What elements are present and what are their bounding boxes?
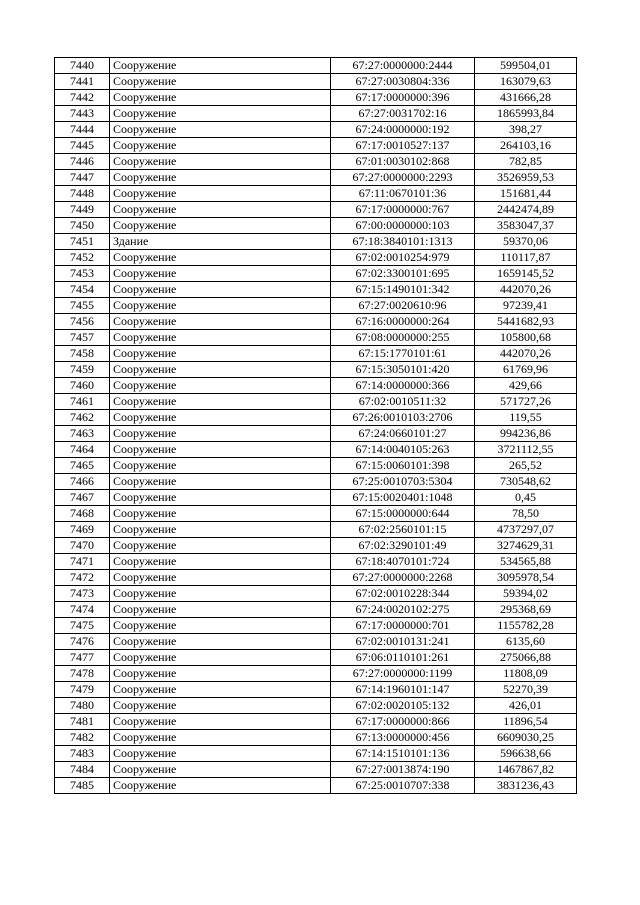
cadastral-number-cell: 67:15:0060101:398 (331, 458, 475, 474)
cadastral-value-cell: 429,66 (475, 378, 577, 394)
table-row (55, 282, 577, 298)
cadastral-number-cell: 67:25:0010703:5304 (331, 474, 475, 490)
cadastral-number-cell: 67:13:0000000:456 (331, 730, 475, 746)
row-number-cell: 7454 (55, 282, 110, 298)
cadastral-value-cell: 295368,69 (475, 602, 577, 618)
cadastral-value-cell: 11808,09 (475, 666, 577, 682)
table-row (55, 250, 577, 266)
table-row (55, 346, 577, 362)
object-type-cell: Сооружение (110, 698, 331, 714)
cadastral-number-cell: 67:15:0020401:1048 (331, 490, 475, 506)
row-number-cell: 7442 (55, 90, 110, 106)
object-type-cell: Сооружение (110, 106, 331, 122)
row-number-cell: 7447 (55, 170, 110, 186)
object-type-cell: Сооружение (110, 250, 331, 266)
row-number-cell: 7460 (55, 378, 110, 394)
cadastral-number-cell: 67:17:0000000:701 (331, 618, 475, 634)
object-type-cell: Сооружение (110, 426, 331, 442)
cadastral-value-cell: 534565,88 (475, 554, 577, 570)
object-type-cell: Сооружение (110, 346, 331, 362)
table-row (55, 154, 577, 170)
cadastral-number-cell: 67:17:0000000:866 (331, 714, 475, 730)
cadastral-value-cell: 163079,63 (475, 74, 577, 90)
table-row (55, 138, 577, 154)
cadastral-value-cell: 105800,68 (475, 330, 577, 346)
table-row (55, 394, 577, 410)
cadastral-value-cell: 398,27 (475, 122, 577, 138)
row-number-cell: 7461 (55, 394, 110, 410)
cadastral-value-cell: 599504,01 (475, 58, 577, 74)
cadastral-value-cell: 3583047,37 (475, 218, 577, 234)
table-row (55, 682, 577, 698)
object-type-cell: Сооружение (110, 138, 331, 154)
object-type-cell: Сооружение (110, 490, 331, 506)
row-number-cell: 7440 (55, 58, 110, 74)
table-row (55, 90, 577, 106)
cadastral-number-cell: 67:02:0010228:344 (331, 586, 475, 602)
cadastral-value-cell: 442070,26 (475, 282, 577, 298)
row-number-cell: 7445 (55, 138, 110, 154)
table-row (55, 490, 577, 506)
object-type-cell: Сооружение (110, 538, 331, 554)
object-type-cell: Сооружение (110, 74, 331, 90)
row-number-cell: 7467 (55, 490, 110, 506)
table-row (55, 458, 577, 474)
table-row (55, 538, 577, 554)
cadastral-number-cell: 67:17:0010527:137 (331, 138, 475, 154)
cadastral-value-cell: 275066,88 (475, 650, 577, 666)
table-row (55, 234, 577, 250)
cadastral-value-cell: 3526959,53 (475, 170, 577, 186)
row-number-cell: 7450 (55, 218, 110, 234)
table-row (55, 506, 577, 522)
object-type-cell: Сооружение (110, 762, 331, 778)
cadastral-number-cell: 67:24:0020102:275 (331, 602, 475, 618)
table-row (55, 666, 577, 682)
object-type-cell: Сооружение (110, 218, 331, 234)
row-number-cell: 7453 (55, 266, 110, 282)
cadastral-number-cell: 67:02:3290101:49 (331, 538, 475, 554)
cadastral-value-cell: 426,01 (475, 698, 577, 714)
cadastral-value-cell: 264103,16 (475, 138, 577, 154)
cadastral-number-cell: 67:15:3050101:420 (331, 362, 475, 378)
object-type-cell: Сооружение (110, 666, 331, 682)
cadastral-value-cell: 265,52 (475, 458, 577, 474)
cadastral-number-cell: 67:15:1770101:61 (331, 346, 475, 362)
cadastral-value-cell: 3721112,55 (475, 442, 577, 458)
table-row (55, 714, 577, 730)
row-number-cell: 7464 (55, 442, 110, 458)
cadastral-value-cell: 571727,26 (475, 394, 577, 410)
table-row (55, 314, 577, 330)
cadastral-number-cell: 67:14:1960101:147 (331, 682, 475, 698)
object-type-cell: Сооружение (110, 458, 331, 474)
table-row (55, 618, 577, 634)
table-row (55, 298, 577, 314)
cadastral-number-cell: 67:00:0000000:103 (331, 218, 475, 234)
row-number-cell: 7484 (55, 762, 110, 778)
table-row (55, 698, 577, 714)
cadastral-number-cell: 67:25:0010707:338 (331, 778, 475, 794)
cadastral-value-cell: 78,50 (475, 506, 577, 522)
row-number-cell: 7473 (55, 586, 110, 602)
row-number-cell: 7459 (55, 362, 110, 378)
cadastral-value-cell: 994236,86 (475, 426, 577, 442)
cadastral-number-cell: 67:02:0010131:241 (331, 634, 475, 650)
object-type-cell: Сооружение (110, 554, 331, 570)
cadastral-number-cell: 67:06:0110101:261 (331, 650, 475, 666)
row-number-cell: 7463 (55, 426, 110, 442)
cadastral-number-cell: 67:15:1490101:342 (331, 282, 475, 298)
table-row (55, 202, 577, 218)
object-type-cell: Сооружение (110, 618, 331, 634)
object-type-cell: Сооружение (110, 602, 331, 618)
object-type-cell: Сооружение (110, 410, 331, 426)
cadastral-number-cell: 67:26:0010103:2706 (331, 410, 475, 426)
object-type-cell: Сооружение (110, 58, 331, 74)
object-type-cell: Сооружение (110, 442, 331, 458)
cadastral-value-cell: 6609030,25 (475, 730, 577, 746)
table-row (55, 186, 577, 202)
object-type-cell: Здание (110, 234, 331, 250)
cadastral-number-cell: 67:17:0000000:767 (331, 202, 475, 218)
object-type-cell: Сооружение (110, 714, 331, 730)
cadastral-value-cell: 1659145,52 (475, 266, 577, 282)
table-row (55, 362, 577, 378)
row-number-cell: 7446 (55, 154, 110, 170)
cadastral-number-cell: 67:18:4070101:724 (331, 554, 475, 570)
object-type-cell: Сооружение (110, 650, 331, 666)
row-number-cell: 7476 (55, 634, 110, 650)
cadastral-value-cell: 97239,41 (475, 298, 577, 314)
cadastral-value-cell: 442070,26 (475, 346, 577, 362)
cadastral-number-cell: 67:02:0010511:32 (331, 394, 475, 410)
cadastral-value-cell: 2442474,89 (475, 202, 577, 218)
object-type-cell: Сооружение (110, 170, 331, 186)
records-table-body (55, 58, 577, 794)
cadastral-number-cell: 67:27:0000000:2268 (331, 570, 475, 586)
object-type-cell: Сооружение (110, 394, 331, 410)
object-type-cell: Сооружение (110, 506, 331, 522)
row-number-cell: 7470 (55, 538, 110, 554)
cadastral-number-cell: 67:08:0000000:255 (331, 330, 475, 346)
table-row (55, 586, 577, 602)
object-type-cell: Сооружение (110, 202, 331, 218)
cadastral-number-cell: 67:15:0000000:644 (331, 506, 475, 522)
table-row (55, 442, 577, 458)
cadastral-number-cell: 67:02:3300101:695 (331, 266, 475, 282)
object-type-cell: Сооружение (110, 186, 331, 202)
row-number-cell: 7482 (55, 730, 110, 746)
row-number-cell: 7478 (55, 666, 110, 682)
row-number-cell: 7466 (55, 474, 110, 490)
object-type-cell: Сооружение (110, 282, 331, 298)
object-type-cell: Сооружение (110, 154, 331, 170)
cadastral-number-cell: 67:27:0000000:2444 (331, 58, 475, 74)
cadastral-value-cell: 151681,44 (475, 186, 577, 202)
row-number-cell: 7448 (55, 186, 110, 202)
row-number-cell: 7451 (55, 234, 110, 250)
cadastral-value-cell: 1467867,82 (475, 762, 577, 778)
cadastral-value-cell: 0,45 (475, 490, 577, 506)
cadastral-number-cell: 67:01:0030102:868 (331, 154, 475, 170)
row-number-cell: 7471 (55, 554, 110, 570)
object-type-cell: Сооружение (110, 122, 331, 138)
cadastral-number-cell: 67:27:0020610:96 (331, 298, 475, 314)
table-row (55, 330, 577, 346)
table-row (55, 106, 577, 122)
cadastral-number-cell: 67:11:0670101:36 (331, 186, 475, 202)
table-row (55, 554, 577, 570)
cadastral-number-cell: 67:16:0000000:264 (331, 314, 475, 330)
object-type-cell: Сооружение (110, 330, 331, 346)
row-number-cell: 7462 (55, 410, 110, 426)
table-row (55, 522, 577, 538)
table-row (55, 634, 577, 650)
object-type-cell: Сооружение (110, 682, 331, 698)
row-number-cell: 7443 (55, 106, 110, 122)
table-row (55, 410, 577, 426)
object-type-cell: Сооружение (110, 570, 331, 586)
records-table (54, 57, 577, 794)
object-type-cell: Сооружение (110, 90, 331, 106)
table-row (55, 778, 577, 794)
cadastral-value-cell: 11896,54 (475, 714, 577, 730)
table-row (55, 378, 577, 394)
cadastral-value-cell: 59370,06 (475, 234, 577, 250)
row-number-cell: 7477 (55, 650, 110, 666)
document-page (54, 57, 576, 794)
cadastral-value-cell: 52270,39 (475, 682, 577, 698)
table-row (55, 170, 577, 186)
cadastral-number-cell: 67:24:0000000:192 (331, 122, 475, 138)
table-row (55, 122, 577, 138)
row-number-cell: 7457 (55, 330, 110, 346)
cadastral-value-cell: 4737297,07 (475, 522, 577, 538)
cadastral-value-cell: 730548,62 (475, 474, 577, 490)
row-number-cell: 7483 (55, 746, 110, 762)
cadastral-number-cell: 67:17:0000000:396 (331, 90, 475, 106)
row-number-cell: 7458 (55, 346, 110, 362)
row-number-cell: 7480 (55, 698, 110, 714)
object-type-cell: Сооружение (110, 474, 331, 490)
object-type-cell: Сооружение (110, 522, 331, 538)
row-number-cell: 7481 (55, 714, 110, 730)
object-type-cell: Сооружение (110, 730, 331, 746)
cadastral-number-cell: 67:14:0000000:366 (331, 378, 475, 394)
cadastral-value-cell: 782,85 (475, 154, 577, 170)
object-type-cell: Сооружение (110, 586, 331, 602)
row-number-cell: 7479 (55, 682, 110, 698)
object-type-cell: Сооружение (110, 378, 331, 394)
row-number-cell: 7469 (55, 522, 110, 538)
table-row (55, 58, 577, 74)
cadastral-number-cell: 67:02:2560101:15 (331, 522, 475, 538)
cadastral-number-cell: 67:27:0013874:190 (331, 762, 475, 778)
table-row (55, 426, 577, 442)
cadastral-number-cell: 67:24:0660101:27 (331, 426, 475, 442)
cadastral-value-cell: 3831236,43 (475, 778, 577, 794)
cadastral-number-cell: 67:18:3840101:1313 (331, 234, 475, 250)
table-row (55, 218, 577, 234)
table-row (55, 266, 577, 282)
cadastral-value-cell: 59394,02 (475, 586, 577, 602)
cadastral-value-cell: 1865993,84 (475, 106, 577, 122)
cadastral-number-cell: 67:14:0040105:263 (331, 442, 475, 458)
row-number-cell: 7456 (55, 314, 110, 330)
table-row (55, 746, 577, 762)
cadastral-value-cell: 1155782,28 (475, 618, 577, 634)
object-type-cell: Сооружение (110, 634, 331, 650)
row-number-cell: 7441 (55, 74, 110, 90)
object-type-cell: Сооружение (110, 746, 331, 762)
row-number-cell: 7472 (55, 570, 110, 586)
cadastral-number-cell: 67:27:0000000:2293 (331, 170, 475, 186)
object-type-cell: Сооружение (110, 362, 331, 378)
cadastral-value-cell: 431666,28 (475, 90, 577, 106)
row-number-cell: 7474 (55, 602, 110, 618)
cadastral-value-cell: 5441682,93 (475, 314, 577, 330)
table-row (55, 602, 577, 618)
cadastral-value-cell: 6135,60 (475, 634, 577, 650)
table-row (55, 474, 577, 490)
cadastral-number-cell: 67:02:0020105:132 (331, 698, 475, 714)
cadastral-value-cell: 3095978,54 (475, 570, 577, 586)
cadastral-value-cell: 3274629,31 (475, 538, 577, 554)
table-row (55, 730, 577, 746)
row-number-cell: 7449 (55, 202, 110, 218)
row-number-cell: 7465 (55, 458, 110, 474)
cadastral-value-cell: 596638,66 (475, 746, 577, 762)
row-number-cell: 7455 (55, 298, 110, 314)
cadastral-number-cell: 67:14:1510101:136 (331, 746, 475, 762)
object-type-cell: Сооружение (110, 778, 331, 794)
cadastral-number-cell: 67:27:0030804:336 (331, 74, 475, 90)
table-row (55, 74, 577, 90)
cadastral-value-cell: 110117,87 (475, 250, 577, 266)
table-row (55, 650, 577, 666)
row-number-cell: 7468 (55, 506, 110, 522)
object-type-cell: Сооружение (110, 314, 331, 330)
object-type-cell: Сооружение (110, 298, 331, 314)
cadastral-value-cell: 61769,96 (475, 362, 577, 378)
cadastral-value-cell: 119,55 (475, 410, 577, 426)
table-row (55, 570, 577, 586)
row-number-cell: 7485 (55, 778, 110, 794)
cadastral-number-cell: 67:27:0000000:1199 (331, 666, 475, 682)
row-number-cell: 7452 (55, 250, 110, 266)
object-type-cell: Сооружение (110, 266, 331, 282)
table-row (55, 762, 577, 778)
cadastral-number-cell: 67:27:0031702:16 (331, 106, 475, 122)
row-number-cell: 7475 (55, 618, 110, 634)
cadastral-number-cell: 67:02:0010254:979 (331, 250, 475, 266)
row-number-cell: 7444 (55, 122, 110, 138)
